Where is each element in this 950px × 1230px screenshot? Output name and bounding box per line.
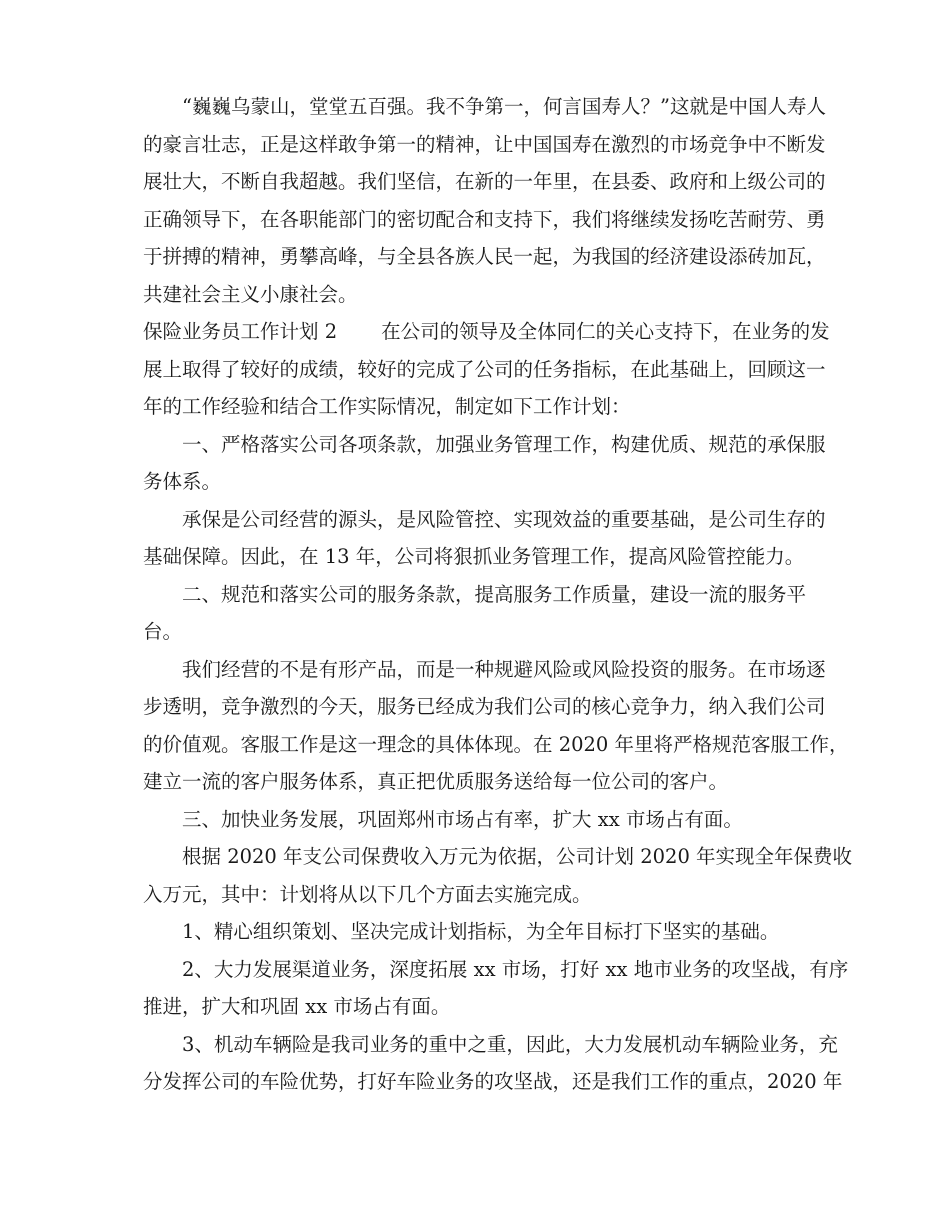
text-line: 1、精心组织策划、坚决完成计划指标，为全年目标打下坚实的基础。 <box>182 920 780 943</box>
text-line: 共建社会主义小康社会。 <box>143 282 358 306</box>
text-line: 年的工作经验和结合工作实际情况，制定如下工作计划： <box>143 395 631 418</box>
text-line: 推进，扩大和巩固 xx 市场占有面。 <box>143 995 451 1018</box>
text-line: 的价值观。客服工作是这一理念的具体体现。在 2020 年里将严格规范客服工作， <box>143 732 849 756</box>
text-line: 三、加快业务发展，巩固郑州市场占有率，扩大 xx 市场占有面。 <box>182 807 743 831</box>
text-line: 二、规范和落实公司的服务条款，提高服务工作质量，建设一流的服务平 <box>182 582 807 606</box>
text-line: 根据 2020 年支公司保费收入万元为依据，公司计划 2020 年实现全年保费收 <box>182 845 853 868</box>
text-line: 务体系。 <box>143 470 222 493</box>
text-line: 的豪言壮志，正是这样敢争第一的精神，让中国国寿在激烈的市场竞争中不断发 <box>143 132 826 156</box>
text-line: 一、严格落实公司各项条款，加强业务管理工作，构建优质、规范的承保服 <box>182 432 826 456</box>
section-heading: 保险业务员工作计划 2 <box>143 320 338 343</box>
heading-line <box>143 313 830 351</box>
text-line: 分发挥公司的车险优势，打好车险业务的攻坚战，还是我们工作的重点，2020 年 <box>143 1070 843 1093</box>
text-line: 展壮大，不断自我超越。我们坚信，在新的一年里，在县委、政府和上级公司的 <box>143 170 826 193</box>
text-line: 承保是公司经营的源头，是风险管控、实现效益的重要基础，是公司生存的 <box>182 507 826 531</box>
text-line: 正确领导下，在各职能部门的密切配合和支持下，我们将继续发扬吃苦耐劳、勇 <box>143 207 826 231</box>
text-line: “巍巍乌蒙山，堂堂五百强。我不争第一，何言国寿人？”这就是中国人寿人 <box>182 95 826 118</box>
text-line: 步透明，竞争激烈的今天，服务已经成为我们公司的核心竞争力，纳入我们公司 <box>143 695 826 718</box>
text-line: 基础保障。因此，在 13 年，公司将狠抓业务管理工作，提高风险管控能力。 <box>143 545 805 568</box>
text-line: 2、大力发展渠道业务，深度拓展 xx 市场，打好 xx 地市业务的攻坚战，有序 <box>182 957 849 981</box>
text-line: 建立一流的客户服务体系，真正把优质服务送给每一位公司的客户。 <box>143 770 729 793</box>
text-line: 于拼搏的精神，勇攀高峰，与全县各族人民一起，为我国的经济建设添砖加瓦， <box>143 245 826 268</box>
text-line: 在公司的领导及全体同仁的关心支持下，在业务的发 <box>381 320 830 343</box>
text-line: 展上取得了较好的成绩，较好的完成了公司的任务指标，在此基础上，回顾这一 <box>143 357 826 381</box>
text-line: 入万元，其中：计划将从以下几个方面去实施完成。 <box>143 882 592 906</box>
text-line: 台。 <box>143 620 183 643</box>
text-line: 我们经营的不是有形产品，而是一种规避风险或风险投资的服务。在市场逐 <box>182 657 826 681</box>
document-page <box>143 88 853 1101</box>
text-line: 3、机动车辆险是我司业务的重中之重，因此，大力发展机动车辆险业务，充 <box>182 1032 838 1056</box>
